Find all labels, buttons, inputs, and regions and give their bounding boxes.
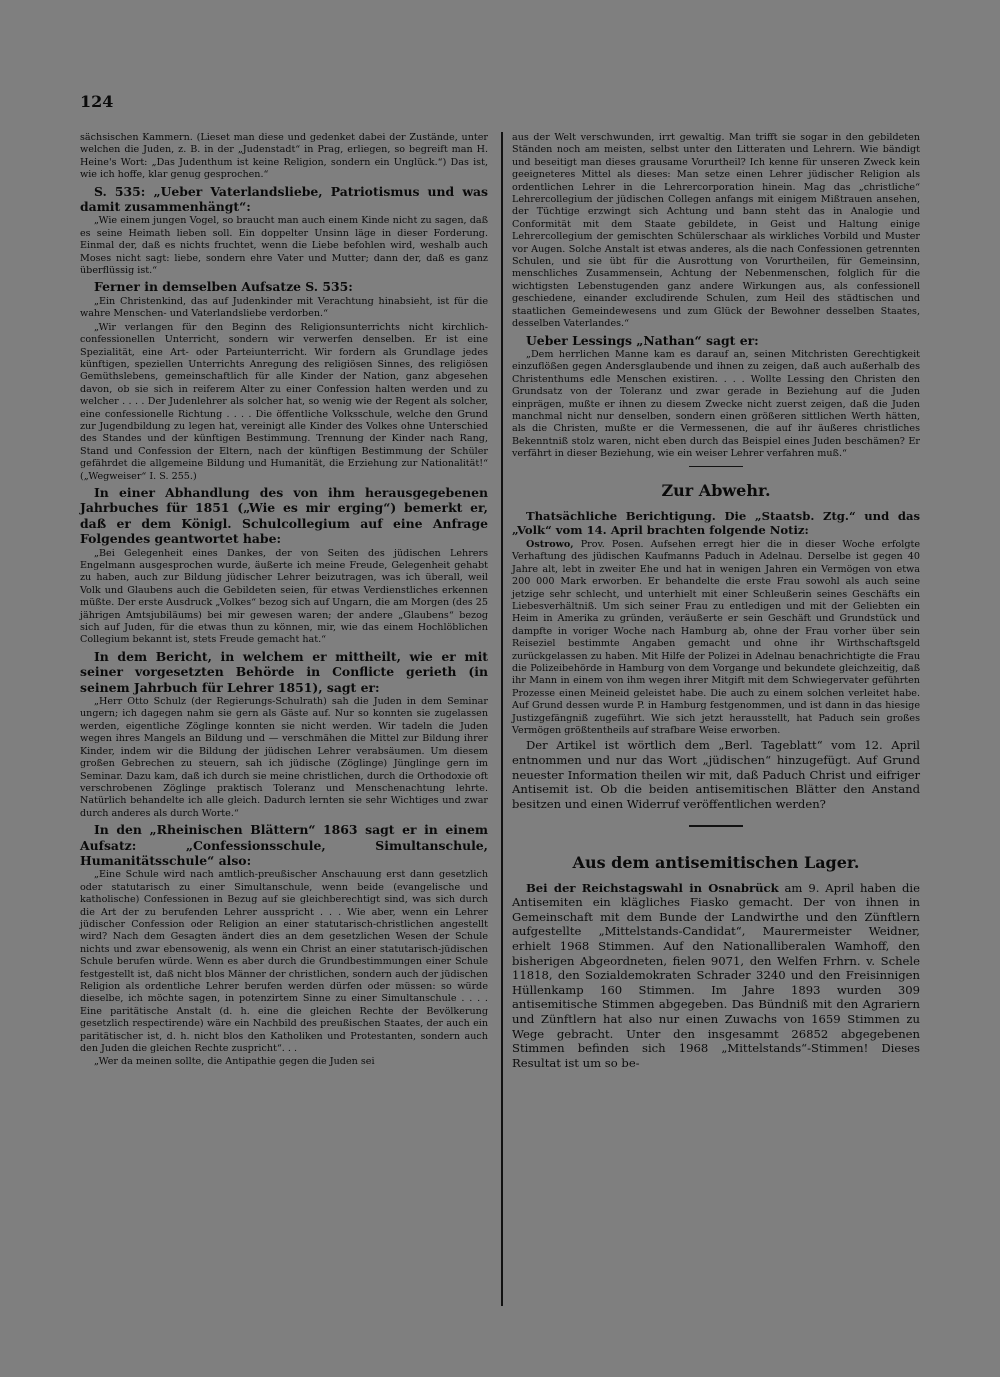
left-paragraph: „Eine Schule wird nach amtlich-preußischer Anschauung erst dann gesetzlich oder statutarisch zu einer Simultanschule, wenn beide (evangelische und katholische) Confessionen in Bezug auf sie gleichberechtigt sind, was sich durch die Art der zu berufenden Lehrer ausspricht . . . Wie aber, wenn ein Lehrer jüdischer Confession oder Religion an einer statutarisch-christlichen angestellt wird? Nach dem Gesagten ändert dies an dem gesetzlichen Wesen der Schule nichts und zwar ebensowenig, als wenn ein Christ an einer statutarisch-jüdischen Schule berufen würde. Wenn es aber durch die Grundbestimmungen einer Schule festgestellt ist, daß nicht blos Männer der christlichen, sondern auch der jüdischen Religion als ordentliche Lehrer berufen werden dürfen oder müssen: so würde dieselbe, ich möchte sagen, in potenzirtem Sinne zu einer Simultanschule . . . . Eine paritätische Anstalt (d. h. eine die gleichen Rechte der Bevölkerung gesetzlich respectirende) wäre ein Nachbild des preußischen Staates, der auch ein paritätischer ist, d. h. nicht blos den Katholiken und Protestanten, sondern auch den Juden die gleichen Rechte zuspricht“. . . [80, 869, 488, 1055]
left-paragraph: sächsischen Kammern. (Lieset man diese und gedenket dabei der Zustände, unter welchen die Juden, z. B. in der „Judenstadt“ in Prag, erliegen, so begreift man H. Heine's Wort: „Das Judenthum ist keine Religion, sondern ein Unglück.“) Das ist, wie ich hoffe, klar genug gesprochen.“ [80, 132, 488, 181]
left-paragraph: Ferner in demselben Aufsatze S. 535: [94, 279, 353, 295]
notice-place: Ostrowo, [526, 538, 574, 550]
ostrowo-notice [512, 539, 920, 738]
separator-rule [689, 466, 743, 467]
left-column [80, 132, 488, 1070]
section-title-lager: Aus dem antisemitischen Lager. [572, 852, 860, 872]
lager-heading: Bei der Reichstagswahl in Osnabrück [526, 880, 779, 895]
berichtigung-lead [512, 509, 920, 538]
left-paragraph: „Ein Christenkind, das auf Judenkinder mit Verachtung hinabsieht, ist für die wahre Menschen- und Vaterlandsliebe verdorben.“ [80, 295, 488, 320]
separator-rule-2 [689, 825, 743, 826]
left-paragraph: In einer Abhandlung des von ihm herausgegebenen Jahrbuches für 1851 („Wie es mir erging“) bemerkt er, daß er dem Königl. Schulcollegium auf eine Anfrage Folgendes geantwortet habe: [80, 484, 488, 547]
page-number: 124 [80, 92, 114, 111]
right-paragraph: aus der Welt verschwunden, irrt gewaltig. Man trifft sie sogar in den gebildeten Ständen noch am meisten, selbst unter den Litteraten und Lehrern. Wie bändigt und beseitigt man dieses grausame Vorurtheil? Ich kenne für unseren Zweck kein geeigneteres Mittel als dieses: Man setze einen Lehrer jüdischer Religion als ordentlichen Lehrer in die Lehrercorporation hinein. Mag das „christliche“ Lehrercollegium der jüdischen Collegen anfangs mit einigem Mißtrauen ansehen, der Tüchtige erzwingt sich Achtung und bann steht das in Analogie und Conformität mit dem Staate gebildete, in Geist und Haltung einige Lehrercollegium der gemischten Schülerschaar als wirkliches Vorbild und Muster vor Augen. Solche Anstalt ist etwas anderes, als die nach Confessionen getrennten Schulen, und sie übt für die Ausrottung von Vorurtheilen, für Gemeinsinn, menschliches Zusammensein, Achtung der Nebenmenschen, folglich für die wichtigsten Lebenstugenden ganz andere Wirkungen aus, als confessionell geschiedene, einander excludirende Schulen, zum Heil des städtischen und staatlichen Gemeindewesens und zum Glück der Bewohner desselben Staates, desselben Vaterlandes.“ [512, 132, 920, 330]
berichtigung-heading: Thatsächliche Berichtigung. [526, 508, 716, 523]
left-paragraph: „Herr Otto Schulz (der Regierungs-Schulrath) sah die Juden in dem Seminar ungern; ich dagegen nahm sie gern als Gäste auf. Nur so konnten sie zugelassen werden, eigentliche Zöglinge konnten sie nicht werden. Wir tadeln die Juden wegen ihres Mangels an Bildung und — verschmähen die Mittel zur Bildung ihrer Kinder, indem wir die Bildung der jüdischen Lehrer verabsäumen. Um diesem großen Gebrechen zu steuern, sah ich jüdische (Zöglinge) Jünglinge gern im Seminar. Dazu kam, daß ich durch sie meine christlichen, durch die Orthodoxie oft verschrobenen Zöglinge praktisch Toleranz und Menschenachtung lehrte. Natürlich behandelte ich alle gleich. Dadurch lernten sie sehr Wichtiges und zwar durch anderes als durch Worte.“ [80, 696, 488, 819]
left-paragraph: „Wir verlangen für den Beginn des Religionsunterrichts nicht kirchlich-confessionellen Unterricht, sondern wir verwerfen denselben. Er ist eine Spezialität, eine Art- oder Parteiunterricht. Wir fordern als Grundlage jedes künftigen, speziellen Unterrichts Anregung des religiösen Sinnes, des religiösen Gemüthslebens, gemeinschaftlich für alle Kinder der Nation, ganz abgesehen davon, ob sie sich in reiferem Alter zu einer Confession halten werden und zu welcher . . . . Der Judenlehrer als solcher hat, so wenig wie der Regent als solcher, eine confessionelle Richtung . . . . Die öffentliche Volksschule, welche den Grund zur Jugendbildung zu legen hat, vereinigt alle Kinder des Volkes ohne Unterschied des Standes und der künftigen Bestimmung. Trennung der Kinder nach Rang, Stand und Confession der Eltern, nach der künftigen Bestimmung der Schüler gefährdet die allgemeine Bildung und Humanität, die Erziehung zur Nationalität!“ („Wegweiser“ I. S. 255.) [80, 321, 488, 482]
column-divider [501, 132, 503, 1306]
right-column-continuation [512, 132, 920, 461]
left-paragraph: „Wie einem jungen Vogel, so braucht man auch einem Kinde nicht zu sagen, daß es seine Heimath lieben soll. Ein doppelter Unsinn läge in dieser Forderung. Einmal der, daß es nichts fruchtet, wenn die Liebe befohlen wird, weshalb auch Moses nicht sagt: liebe, sondern ehre Vater und Mutter; dann der, daß es ganz überflüssig ist.“ [80, 215, 488, 277]
lager-paragraph [512, 881, 920, 1071]
left-paragraph: In den „Rheinischen Blättern“ 1863 sagt er in einem Aufsatz: „Confessionsschule, Simultanschule, Humanitätsschule“ also: [80, 822, 488, 868]
left-paragraph: In dem Bericht, in welchem er mittheilt, wie er mit seiner vorgesetzten Behörde in Conflicte gerieth (in seinem Jahrbuch für Lehrer 1851), sagt er: [80, 648, 488, 695]
left-paragraph: „Bei Gelegenheit eines Dankes, der von Seiten des jüdischen Lehrers Engelmann ausgesprochen wurde, äußerte ich meine Freude, Gelegenheit gehabt zu haben, auch zur Bildung jüdischer Lehrer beizutragen, was ich überall, weil Volk und Glaubens auch die Gebildeten seien, für etwas Verdienstliches erkennen müßte. Der erste Ausdruck „Volkes“ bezog sich auf Ungarn, die am Morgen (des 25 jährigen Amtsjubiläums) bei mir gewesen waren; der andere „Glaubens“ bezog sich auf Juden, für die etwas thun zu können, mir, wie das einem Hochlöblichen Collegium bekannt ist, stets Freude gemacht hat.“ [80, 547, 488, 646]
right-paragraph: „Dem herrlichen Manne kam es darauf an, seinen Mitchristen Gerechtigkeit einzuflößen gegen Andersglaubende und ihnen zu zeigen, daß auch außerhalb des Christenthums edle Menschen existiren. . . . Wollte Lessing den Christen den Grundsatz von der Toleranz und zwar gerade in Beziehung auf die Juden einprägen, mußte er ihnen zu diesem Zwecke nicht zuerst zeigen, daß die Juden manchmal nicht nur denselben, sondern einen größeren sittlichen Werth hätten, als die Christen, mußte er die Vermessenen, die auf ihr äußeres christliches Bekenntniß stolz waren, nicht eben durch das Beispiel eines Juden beschämen? Er verfährt in dieser Beziehung, wie ein weiser Lehrer verfahren muß.“ [512, 348, 920, 460]
section-title-abwehr: Zur Abwehr. [661, 480, 771, 500]
berichtigung-comment: Der Artikel ist wörtlich dem „Berl. Tageblatt“ vom 12. April entnommen und nur das Wort „jüdischen“ hinzugefügt. Auf Grund neuester Information theilen wir mit, daß Paduch Christ und eifriger Antisemit ist. Ob die beiden antisemitischen Blätter den Anstand besitzen und einen Widerruf veröffentlichen werden? [512, 738, 920, 811]
berichtigung-lead-text: Die „Staatsb. Ztg.“ und das „Volk“ vom 14. April brachten folgende Notiz: [512, 508, 920, 538]
left-paragraph: S. 535: „Ueber Vaterlandsliebe, Patriotismus und was damit zusammenhängt“: [80, 183, 488, 215]
right-column [512, 132, 920, 1071]
left-paragraph: „Wer da meinen sollte, die Antipathie gegen die Juden sei [94, 1056, 375, 1068]
notice-text: Prov. Posen. Aufsehen erregt hier die in dieser Woche erfolgte Verhaftung des jüdischen Kaufmanns Paduch in Adelnau. Derselbe ist gegen 40 Jahre alt, lebt in zweiter Ehe und hat in wenigen Jahren ein Vermögen von etwa 200 000 Mark erworben. Er behandelte die erste Frau sowohl als auch seine jetzige sehr schlecht, und unterhielt mit einer Schleußerin seines Geschäfts ein Liebesverhältniß. Um sich seiner Frau zu entledigen und mit der Geliebten ein Heim in Amerika zu gründen, veräußerte er sein Geschäft und Grundstück und dampfte in voriger Woche nach Hamburg ab, ohne der Frau vorher über sein Reiseziel bestimmte Angaben gemacht und ohne ihr Wirthschaftsgeld zurückgelassen zu haben. Mit Hilfe der Polizei in Adelnau benachrichtigte die Frau die Polizeibehörde in Hamburg von dem Vorgange und bekundete gleichzeitig, daß ihr Mann in einem von ihm wegen ihrer Mitgift mit dem Schwiegervater geführten Prozesse einen Meineid geleistet habe. Die auch zu einem solchen verleitet habe. Auf Grund dessen wurde P. in Hamburg festgenommen, und ist dann in das hiesige Justizgefängniß zugeführt. Wie sich jetzt herausstellt, hat Paduch sein großes Vermögen größtentheils auf strafbare Weise erworben. [512, 538, 920, 737]
lager-text: am 9. April haben die Antisemiten ein klägliches Fiasko gemacht. Der von ihnen in Gemeinschaft mit dem Bunde der Landwirthe und den Zünftlern aufgestellte „Mittelstands-Candidat“, Maurermeister Weidner, erhielt 1968 Stimmen. Auf den Nationalliberalen Wamhoff, den bisherigen Abgeordneten, fielen 9071, den Welfen Frhrn. v. Schele 11818, den Sozialdemokraten Schrader 3240 und den Freisinnigen Hüllenkamp 160 Stimmen. Im Jahre 1893 wurden 309 antisemitische Stimmen abgegeben. Das Bündniß mit den Agrariern und Zünftlern hat also nur einen Zuwachs von 1659 Stimmen zu Wege gebracht. Unter den insgesammt 26852 abgegebenen Stimmen befinden sich 1968 „Mittelstands“-Stimmen! Dieses Resultat ist um so be- [512, 880, 920, 1070]
right-paragraph: Ueber Lessings „Nathan“ sagt er: [526, 332, 759, 348]
